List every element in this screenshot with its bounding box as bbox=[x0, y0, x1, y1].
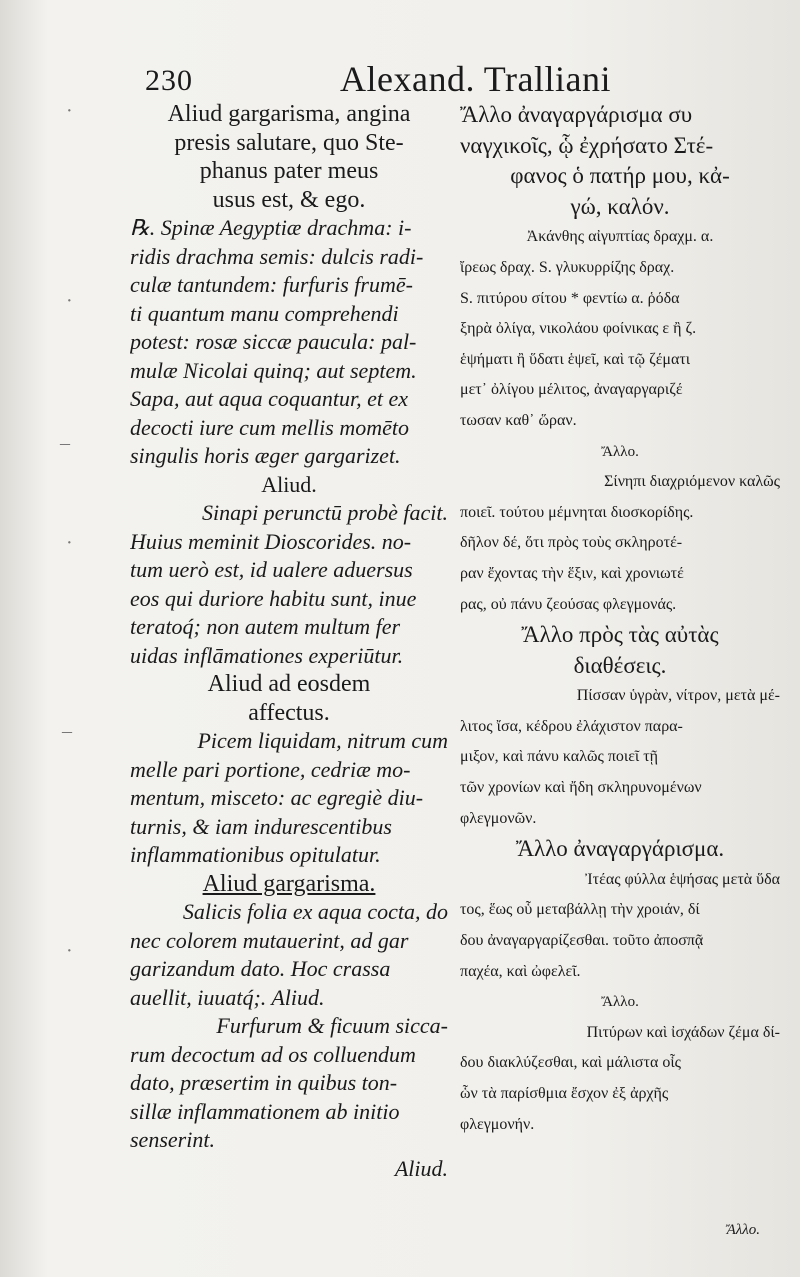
left-text-line: uidas inflāmationes experiūtur. bbox=[130, 642, 404, 668]
left-text-line: melle pari portione, cedriæ mo- bbox=[130, 756, 411, 782]
left-text-line: Salicis folia ex aqua cocta, do bbox=[182, 899, 448, 924]
left-text-line: decocti iure cum mellis momēto bbox=[130, 414, 409, 440]
right-text-line: φλεγμονήν. bbox=[460, 1115, 535, 1133]
left-text-line: Aliud gargarisma. bbox=[202, 870, 376, 897]
margin-dot: · bbox=[66, 100, 73, 122]
right-text-line: Ἄλλο. bbox=[601, 994, 639, 1011]
left-text-line: turnis, & iam indurescentibus bbox=[130, 813, 392, 839]
right-text-line: Ἄλλο. bbox=[601, 443, 639, 460]
left-text-line: affectus. bbox=[248, 699, 330, 726]
left-text-line: nec colorem mutauerint, ad gar bbox=[130, 927, 409, 953]
left-text-line: Huius meminit Dioscorides. no- bbox=[130, 528, 412, 554]
left-text-line: Furfurum & ficuum sicca- bbox=[216, 1013, 448, 1038]
margin-dot: · bbox=[66, 290, 73, 312]
left-text-line: phanus pater meus bbox=[199, 158, 379, 184]
right-text-line: μετ᾽ ὀλίγου μέλιτος, ἀναγαργαριζέ bbox=[460, 381, 683, 399]
right-text-line: ραν ἔχοντας τὴν ἕξιν, καὶ χρονιωτέ bbox=[460, 564, 684, 582]
right-text-line: γώ, καλόν. bbox=[570, 193, 670, 219]
right-text-line: ξηρὰ ὀλίγα, νικολάου φοίνικας ε ἢ ζ. bbox=[460, 320, 697, 338]
running-head: Alexand. Tralliani bbox=[340, 59, 611, 99]
left-text-line: tum uerò est, id ualere aduersus bbox=[130, 557, 413, 582]
right-text-line: Ἄλλο ἀναγαργάρισμα. bbox=[515, 836, 725, 862]
right-text-line: ἴρεως δραχ. S. γλυκυρρίζης δραχ. bbox=[460, 258, 675, 276]
right-text-line: Σίνηπι διαχριόμενον καλῶς bbox=[604, 473, 780, 491]
left-text-line: ℞. Spinæ Aegyptiæ drachma: i- bbox=[130, 215, 412, 240]
latin-column bbox=[130, 100, 448, 1183]
left-text-line: usus est, & ego. bbox=[212, 186, 366, 213]
left-text-line: potest: rosæ siccæ paucula: pal- bbox=[130, 329, 417, 354]
right-text-line: ἑψήματι ἢ ὕδατι ἑψεῖ, καὶ τῷ ζέματι bbox=[460, 350, 691, 368]
margin-dot: · bbox=[66, 940, 73, 962]
right-text-line: Ἀκάνθης αἰγυπτίας δραχμ. α. bbox=[526, 228, 714, 246]
right-text-line: δου ἀναγαργαρίζεσθαι. τοῦτο ἀποσπᾷ bbox=[460, 932, 704, 950]
left-text-line: Aliud. bbox=[394, 1155, 448, 1181]
left-text-line: Picem liquidam, nitrum cum bbox=[197, 728, 448, 753]
left-text-line: rum decoctum ad os colluendum bbox=[130, 1041, 416, 1067]
catchword-right: Ἄλλο. bbox=[726, 1222, 760, 1238]
margin-dash: – bbox=[62, 720, 72, 742]
left-text-line: eos qui duriore habitu sunt, inue bbox=[130, 585, 417, 611]
right-text-line: Ἄλλο πρὸς τὰς αὐτὰς bbox=[521, 622, 719, 648]
right-text-line: Πιτύρων καὶ ἰσχάδων ζέμα δί- bbox=[586, 1023, 780, 1041]
page-number: 230 bbox=[145, 64, 193, 97]
left-text-line: auellit, iuuatq́;. Aliud. bbox=[130, 984, 325, 1010]
right-text-line: ρας, οὐ πάνυ ζεούσας φλεγμονάς. bbox=[460, 595, 677, 613]
left-text-line: teratoq́; non autem multum fer bbox=[130, 614, 401, 639]
left-text-line: mulæ Nicolai quinq; aut septem. bbox=[130, 357, 417, 383]
right-text-line: Πίσσαν ὑγρὰν, νίτρον, μετὰ μέ- bbox=[576, 687, 780, 705]
right-text-line: φανος ὁ πατήρ μου, κἀ- bbox=[510, 163, 730, 189]
left-text-line: presis salutare, quo Ste- bbox=[174, 129, 404, 156]
right-text-line: τος, ἕως οὗ μεταβάλλῃ τὴν χροιάν, δί bbox=[460, 901, 700, 919]
margin-dot: · bbox=[66, 532, 73, 554]
greek-column bbox=[460, 100, 780, 1140]
right-text-line: παχέα, καὶ ὠφελεῖ. bbox=[460, 962, 581, 980]
left-text-line: garizandum dato. Hoc crassa bbox=[130, 956, 391, 981]
right-text-line: Ἄλλο ἀναγαργάρισμα συ bbox=[460, 102, 693, 127]
right-text-line: δου διακλύζεσθαι, καὶ μάλιστα οἷς bbox=[460, 1054, 681, 1072]
left-text-line: ti quantum manu comprehendi bbox=[130, 300, 399, 326]
right-text-line: ποιεῖ. τούτου μέμνηται διοσκορίδης. bbox=[460, 503, 694, 521]
right-text-line: ναγχικοῖς, ᾧ ἐχρήσατο Στέ- bbox=[460, 132, 714, 158]
right-text-line: ὧν τὰ παρίσθμια ἔσχον ἐξ ἀρχῆς bbox=[460, 1085, 669, 1102]
left-text-line: sillæ inflammationem ab initio bbox=[130, 1098, 400, 1124]
right-text-line: λιτος ἴσα, κέδρου ἐλάχιστον παρα- bbox=[460, 717, 683, 735]
left-text-line: Aliud ad eosdem bbox=[207, 671, 371, 697]
right-text-line: φλεγμονῶν. bbox=[460, 809, 537, 827]
left-text-line: singulis horis æger gargarizet. bbox=[130, 443, 401, 468]
left-text-line: senserint. bbox=[130, 1127, 215, 1152]
left-text-line: culæ tantundem: furfuris frumē- bbox=[130, 272, 413, 297]
page-header bbox=[145, 58, 785, 102]
left-text-line: inflammationibus opitulatur. bbox=[130, 842, 381, 867]
left-text-line: Sapa, aut aqua coquantur, et ex bbox=[130, 386, 409, 411]
left-text-line: ridis drachma semis: dulcis radi- bbox=[130, 243, 424, 269]
left-text-line: Aliud gargarisma, angina bbox=[167, 101, 411, 127]
left-text-line: mentum, misceto: ac egregiè diu- bbox=[130, 785, 424, 810]
right-text-line: τῶν χρονίων καὶ ἤδη σκληρυνομένων bbox=[460, 779, 702, 797]
margin-dash: – bbox=[60, 432, 70, 454]
left-text-line: Aliud. bbox=[261, 471, 317, 497]
right-text-line: δῆλον δέ, ὅτι πρὸς τοὺς σκληροτέ- bbox=[460, 534, 683, 552]
right-text-line: Ἰτέας φύλλα ἑψήσας μετὰ ὕδα bbox=[585, 870, 780, 888]
right-text-line: διαθέσεις. bbox=[573, 652, 667, 678]
left-text-line: Sinapi perunctū probè facit. bbox=[201, 500, 448, 525]
right-text-line: μιξον, καὶ πάνυ καλῶς ποιεῖ τῇ bbox=[460, 748, 659, 766]
right-text-line: τωσαν καθ᾽ ὥραν. bbox=[460, 411, 577, 429]
left-text-line: dato, præsertim in quibus ton- bbox=[130, 1070, 398, 1095]
right-text-line: S. πιτύρου σίτου * φεντίω α. ῥόδα bbox=[460, 289, 680, 307]
